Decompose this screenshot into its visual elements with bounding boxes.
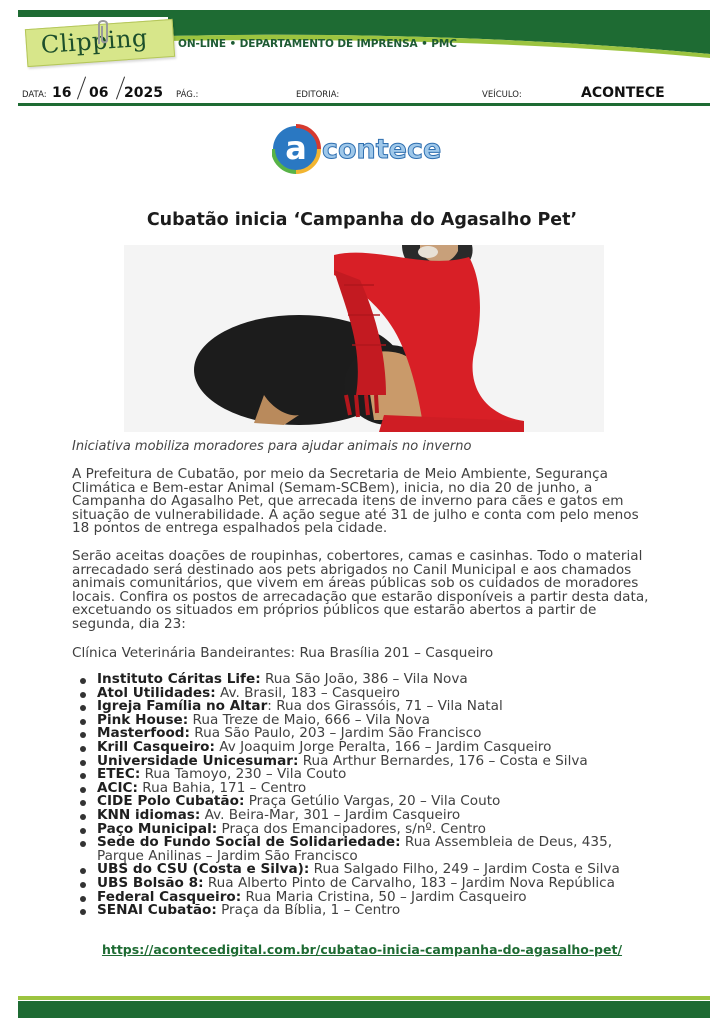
location-name: CIDE Polo Cubatão: [97, 793, 245, 810]
location-name: Masterfood: [97, 725, 190, 742]
location-address: Rua Bahia, 171 – Centro [137, 779, 307, 796]
location-name: Paço Municipal: [97, 820, 218, 837]
location-name: Krill Casqueiro: [97, 738, 215, 755]
meta-divider [18, 103, 710, 106]
location-address: Praça dos Emancipadores, s/nº. Centro [217, 820, 486, 837]
bullet [80, 773, 86, 779]
logo-letter: a [285, 129, 307, 167]
bullet [80, 868, 86, 874]
bullet [80, 678, 86, 684]
page-label: PÁG.: [176, 90, 199, 100]
bullet [80, 814, 86, 820]
veiculo-value: ACONTECE [581, 85, 665, 101]
dog-scarf-photo [124, 245, 604, 432]
location-name: Atol Utilidades: [97, 684, 216, 701]
location-address: Rua Tamoyo, 230 – Vila Couto [140, 766, 347, 783]
location-address: Rua Assembleia de Deus, 435, Parque Anilinas – Jardim São Francisco [97, 834, 613, 864]
bullet [80, 746, 86, 752]
location-name: ACIC: [97, 779, 138, 796]
veiculo-label: VEÍCULO: [482, 90, 522, 100]
location-name: Federal Casqueiro: [97, 888, 242, 905]
paperclip-icon [92, 18, 114, 46]
article-paragraph: Serão aceitas doações de roupinhas, cobertores, camas e casinhas. Todo o material arrecadado será destinado aos pets abrigados no Canil Municipal e aos chamados animais comunitários, que vivem em áreas públicas sob os cuidados de moradores locais. Confira os postos de arrecadação que estarão disponíveis a partir desta data, excetuando os situados em próprios públicos que estarão abertos a partir de segunda, dia 23: [72, 548, 649, 632]
location-name: Igreja Família no Altar [97, 698, 268, 715]
footer-bar [18, 1001, 710, 1018]
bullet [80, 841, 86, 847]
location-address: Praça da Bíblia, 1 – Centro [216, 902, 401, 919]
bullet [80, 732, 86, 738]
bullet [80, 719, 86, 725]
date-day: 16 [52, 85, 72, 101]
location-name: SENAI Cubatão: [97, 902, 217, 919]
location-name: UBS do CSU (Costa e Silva): [97, 861, 310, 878]
bullet [80, 787, 86, 793]
date-label: DATA: [22, 90, 47, 100]
header-subtitle: ON-LINE • DEPARTAMENTO DE IMPRENSA • PMC [178, 38, 457, 50]
bullet [80, 760, 86, 766]
clipping-label: Clipping [40, 23, 149, 60]
photo-caption: Iniciativa mobiliza moradores para ajudar animais no inverno [72, 439, 472, 454]
acontece-logo [272, 124, 454, 174]
editoria-label: EDITORIA: [296, 90, 340, 100]
article-headline: Cubatão inicia ‘Campanha do Agasalho Pet’ [146, 210, 578, 230]
bullet [80, 692, 86, 698]
location-address: Av. Brasil, 183 – Casqueiro [215, 684, 400, 701]
list-item [72, 836, 660, 863]
location-name: Sede do Fundo Social de Solidariedade: [97, 834, 401, 851]
footer-accent-bar [18, 996, 710, 1000]
clinic-line: Clínica Veterinária Bandeirantes: Rua Brasília 201 – Casqueiro [72, 645, 494, 661]
bullet [80, 896, 86, 902]
list-item [72, 904, 660, 918]
bullet [80, 828, 86, 834]
bullet [80, 909, 86, 915]
location-address: Rua Salgado Filho, 249 – Jardim Costa e Silva [309, 861, 620, 878]
location-address: Rua Alberto Pinto de Carvalho, 183 – Jardim Nova República [203, 874, 615, 891]
logo-word: contece [322, 134, 442, 165]
location-name: UBS Bolsão 8: [97, 874, 204, 891]
bullet [80, 882, 86, 888]
bullet [80, 800, 86, 806]
location-address: Praça Getúlio Vargas, 20 – Vila Couto [244, 793, 501, 810]
article-paragraph: A Prefeitura de Cubatão, por meio da Secretaria de Meio Ambiente, Segurança Climática e Bem-estar Animal (Semam-SCBem), inicia, no dia 20 de junho, a Campanha do Agasalho Pet, que arrecada itens de inverno para cães e gatos em situação de vulnerabilidade. A ação segue até 31 de julho e conta com pelo menos 18 pontos de entrega espalhados pela cidade. [72, 466, 639, 536]
bullet [80, 705, 86, 711]
location-address: : Rua dos Girassóis, 71 – Vila Natal [267, 698, 503, 715]
location-name: ETEC: [97, 766, 141, 783]
location-name: Universidade Unicesumar: [97, 752, 299, 769]
location-address: Rua São João, 386 – Vila Nova [260, 671, 468, 687]
article-source-link[interactable]: https://acontecedigital.com.br/cubatao-inicia-campanha-do-agasalho-pet/ [101, 942, 623, 957]
date-year: 2025 [124, 85, 163, 101]
location-address: Rua Maria Cristina, 50 – Jardim Casqueiro [241, 888, 527, 905]
location-address: Av Joaquim Jorge Peralta, 166 – Jardim Casqueiro [214, 738, 552, 755]
location-name: KNN idiomas: [97, 806, 201, 823]
location-address: Rua Arthur Bernardes, 176 – Costa e Silva [298, 752, 588, 769]
location-address: Rua São Paulo, 203 – Jardim São Francisco [189, 725, 482, 742]
date-month: 06 [89, 85, 109, 101]
location-name: Instituto Cáritas Life: [97, 671, 261, 687]
location-address: Av. Beira-Mar, 301 – Jardim Casqueiro [200, 806, 461, 823]
location-address: Rua Treze de Maio, 666 – Vila Nova [188, 711, 430, 728]
location-name: Pink House: [97, 711, 189, 728]
collection-points-list [72, 673, 660, 918]
